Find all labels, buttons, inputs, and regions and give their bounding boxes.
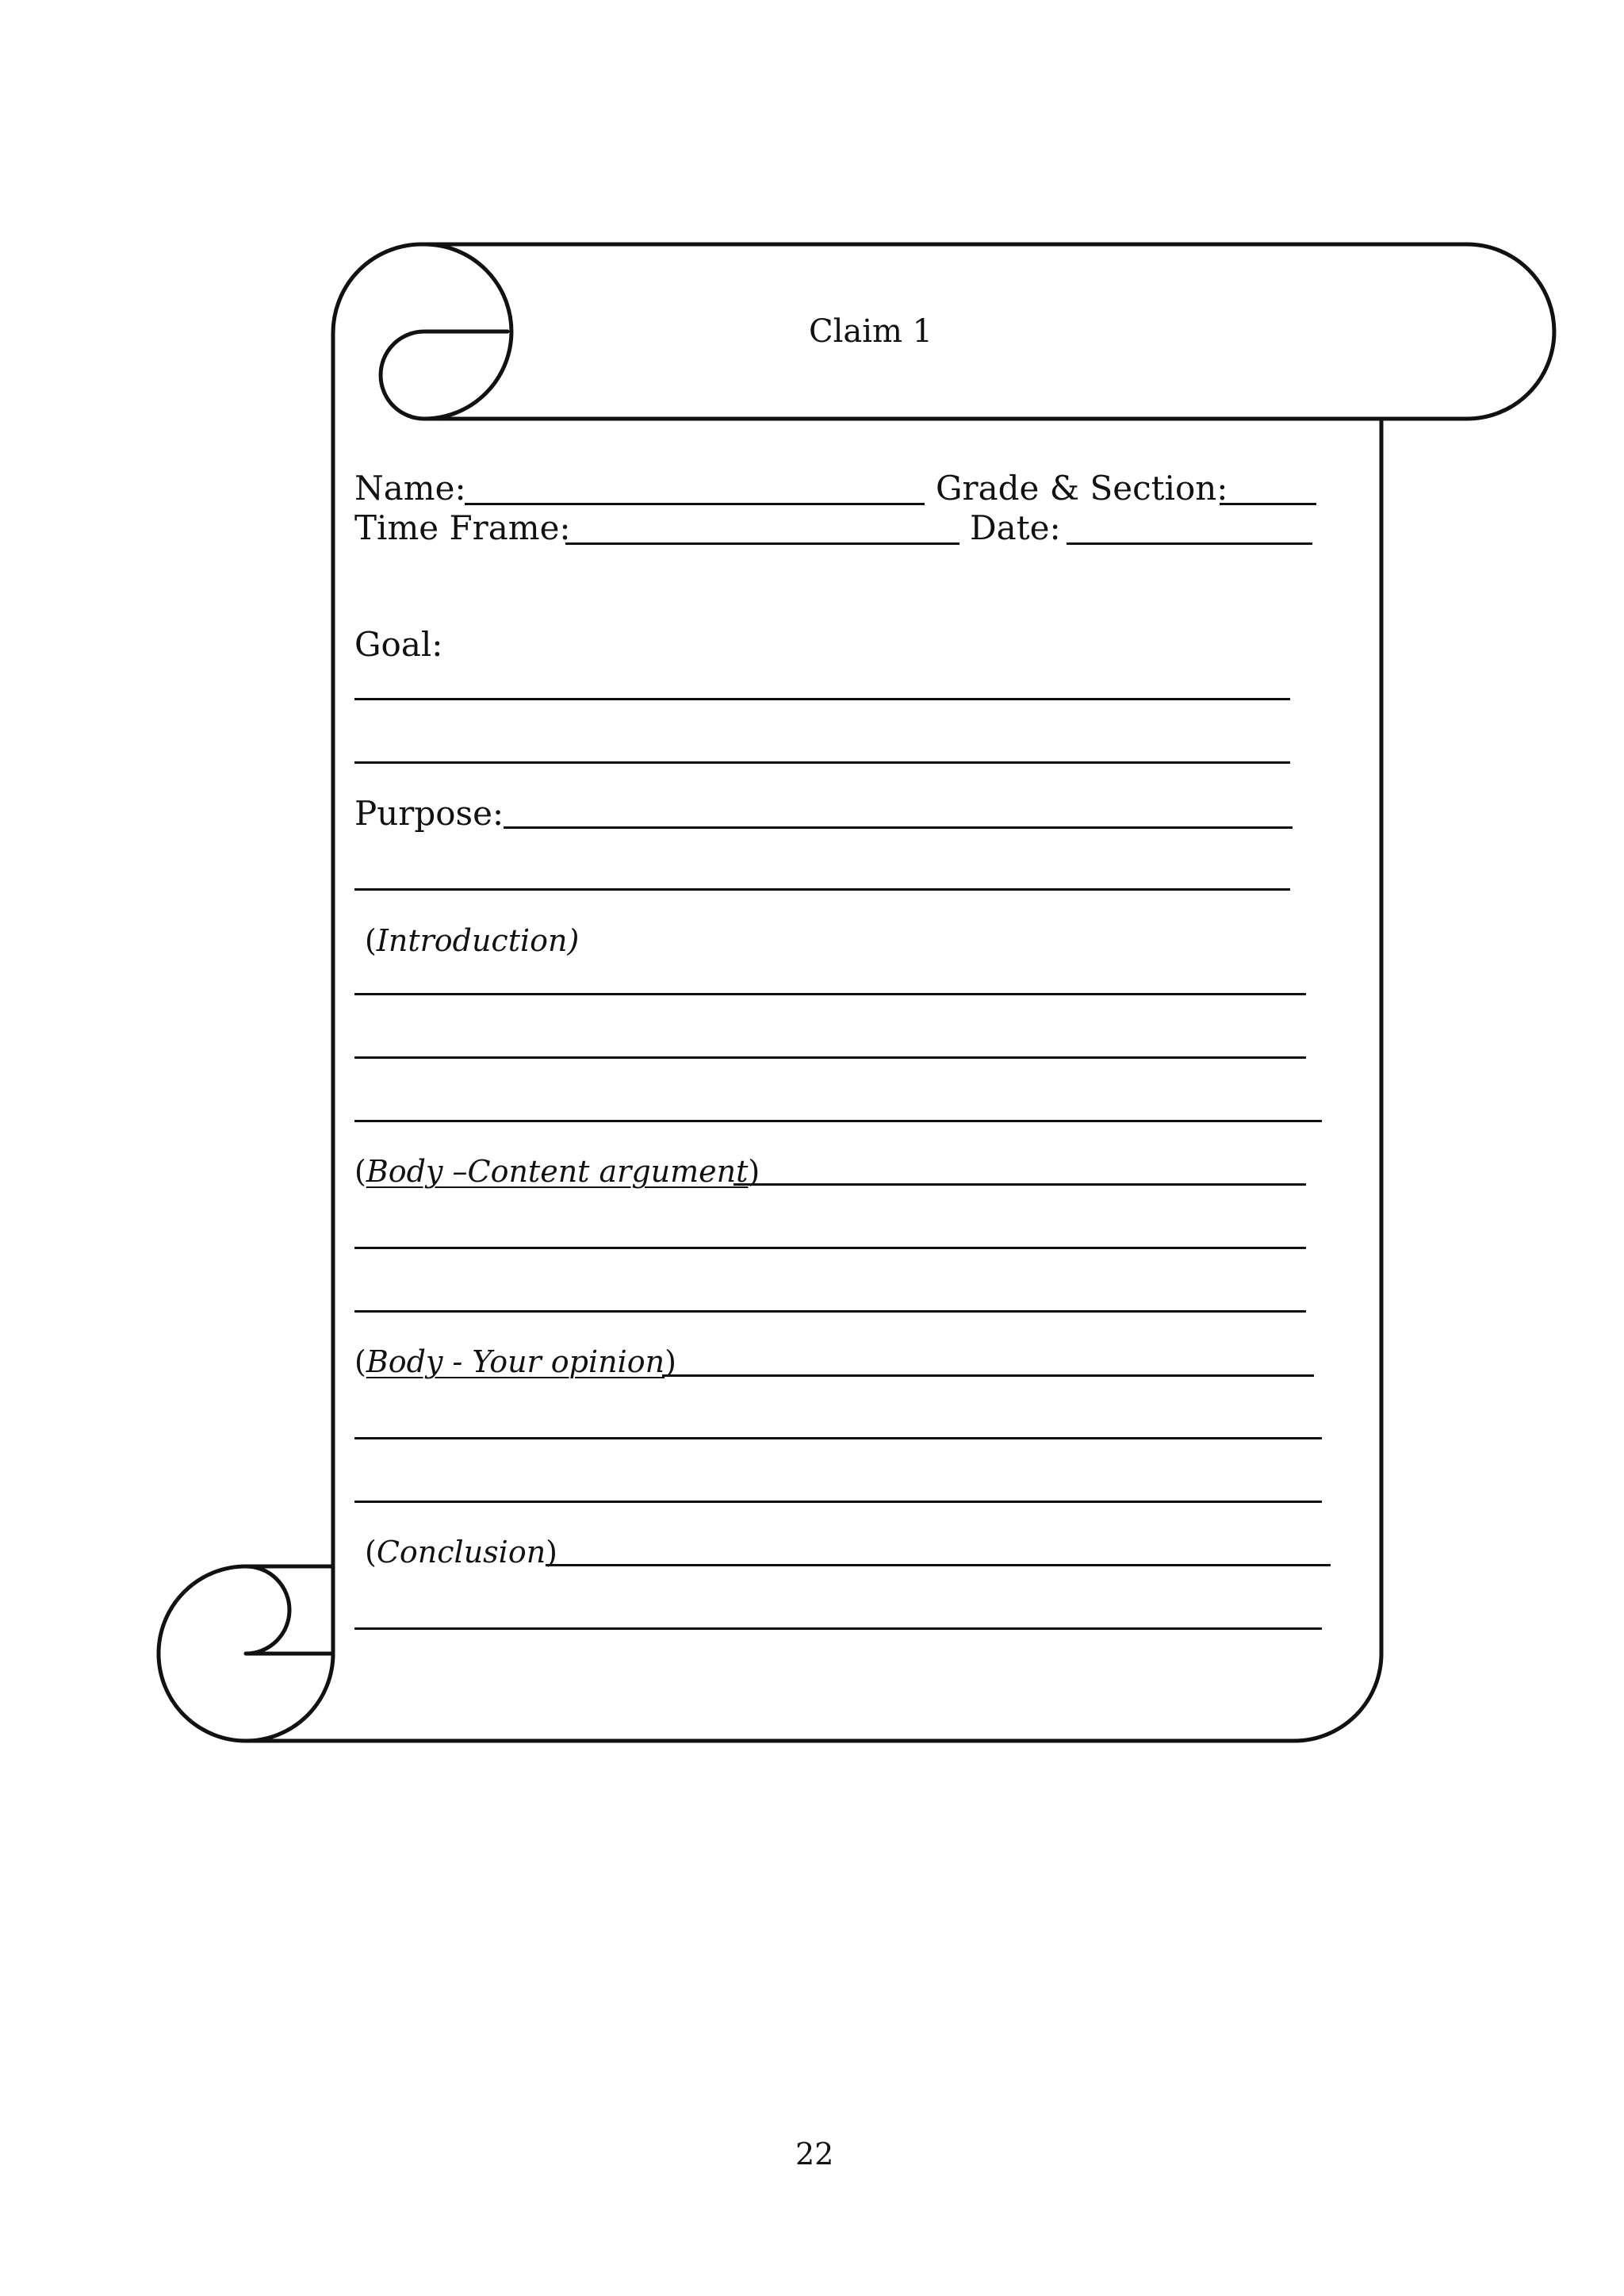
body-opinion-line-1[interactable]	[662, 1374, 1314, 1377]
time-frame-field[interactable]	[565, 542, 959, 545]
introduction-label	[365, 923, 580, 958]
top-curl	[381, 244, 511, 419]
conclusion-close-paren: )	[546, 1535, 557, 1570]
body-content-open-paren: (	[354, 1154, 366, 1189]
time-frame-label: Time Frame:	[354, 508, 571, 547]
body-content-line-2[interactable]	[354, 1247, 1306, 1249]
scroll-title: Claim 1	[809, 313, 933, 350]
purpose-line-1[interactable]	[504, 826, 1293, 829]
introduction-line-2[interactable]	[354, 1056, 1306, 1059]
conclusion-label	[365, 1535, 557, 1570]
body-opinion-text: Body - Your opinion	[366, 1344, 665, 1379]
purpose-label: Purpose:	[354, 794, 504, 833]
purpose-line-2[interactable]	[354, 888, 1290, 891]
name-field[interactable]	[465, 503, 925, 505]
grade-section-label: Grade & Section:	[936, 469, 1228, 508]
introduction-open-paren: (	[365, 923, 377, 958]
body-opinion-close-paren: )	[665, 1344, 676, 1379]
bottom-curl-join	[246, 1654, 333, 1741]
conclusion-open-paren: (	[365, 1535, 377, 1570]
page-number: 22	[795, 2137, 834, 2171]
introduction-line-1[interactable]	[354, 993, 1306, 995]
body-content-text: Body –Content argument	[366, 1154, 749, 1189]
goal-line-1[interactable]	[354, 698, 1290, 700]
date-field[interactable]	[1067, 542, 1312, 545]
conclusion-line-2[interactable]	[354, 1627, 1322, 1630]
body-content-line-1[interactable]	[733, 1183, 1306, 1186]
body-opinion-open-paren: (	[354, 1344, 366, 1379]
grade-section-field[interactable]	[1220, 503, 1316, 505]
name-label: Name:	[354, 469, 466, 508]
body-opinion-line-2[interactable]	[354, 1437, 1322, 1439]
date-label: Date:	[970, 508, 1061, 547]
conclusion-text: Conclusion	[376, 1535, 546, 1570]
introduction-line-3[interactable]	[354, 1120, 1322, 1122]
conclusion-line-1[interactable]	[546, 1564, 1331, 1566]
body-content-line-3[interactable]	[354, 1310, 1306, 1313]
body-content-label	[354, 1154, 760, 1189]
body-opinion-line-3[interactable]	[354, 1501, 1322, 1503]
top-banner-outline	[424, 244, 1554, 419]
bottom-curl-inner	[246, 1566, 333, 1654]
introduction-text: Introduction)	[376, 923, 580, 958]
goal-line-2[interactable]	[354, 761, 1290, 764]
goal-label: Goal:	[354, 625, 443, 664]
body-content-close-paren: )	[748, 1154, 760, 1189]
body-opinion-label	[354, 1344, 676, 1379]
